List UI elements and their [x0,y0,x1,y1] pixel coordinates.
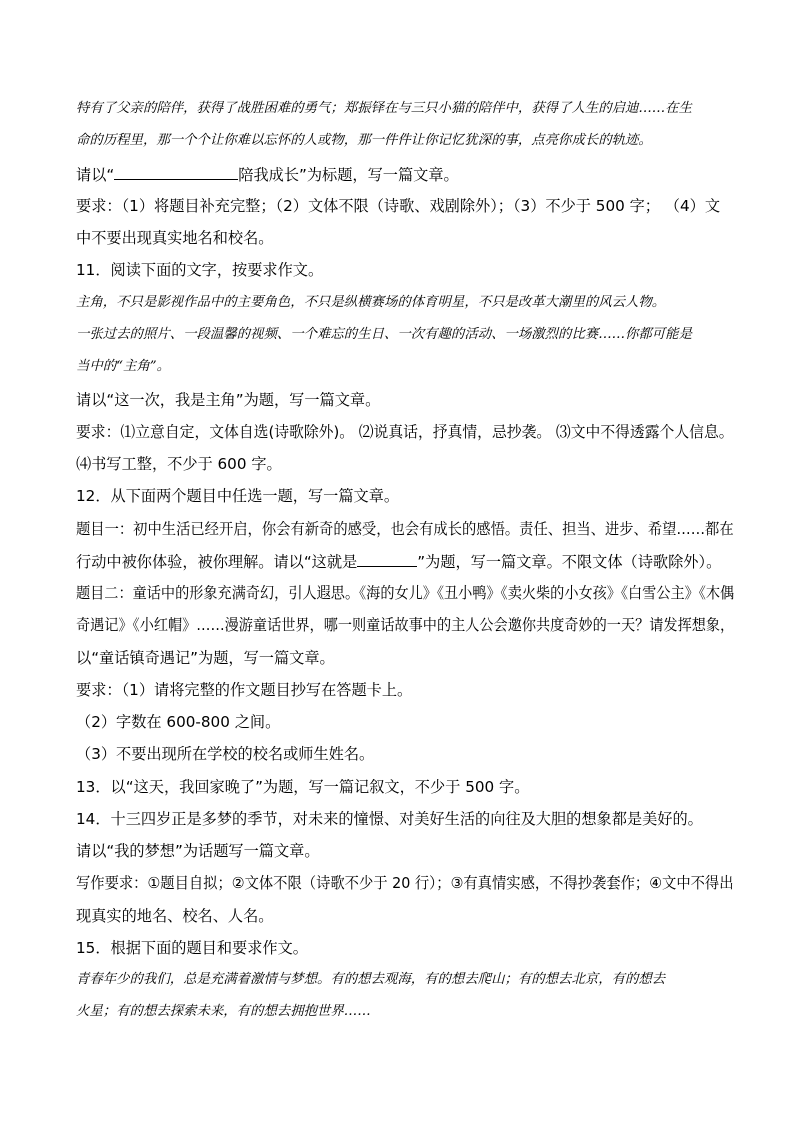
title-blank [357,554,417,567]
passage-line-1: 特有了父亲的陪伴，获得了战胜困难的勇气；郑振铎在与三只小猫的陪伴中，获得了人生的启迪……在生 [76,101,692,116]
title-blank [114,167,238,180]
passage-line: 当中的“主角”。 [76,359,171,374]
option-one-line: 题目一：初中生活已经开启，你会有新奇的感受，也会有成长的感悟。责任、担当、进步、希望……都在 [76,520,734,538]
prompt-line [76,167,459,183]
requirement-line: 要求：⑴立意自定，文体自选(诗歌除外)。 ⑵说真话，抒真情，忌抄袭。 ⑶文中不得透露个人信息。 [76,423,734,441]
prompt-line: 请以“我的梦想”为话题写一篇文章。 [76,842,320,860]
passage-line: 火星；有的想去探索未来，有的想去拥抱世界…… [76,1004,371,1019]
option-one-prefix: 行动中被你体验，被你理解。请以“这就是 [76,553,358,571]
question-14-heading: 14．十三四岁正是多梦的季节，对未来的憧憬、对美好生活的向往及大胆的想象都是美好的。 [76,810,703,828]
prompt-prefix: 请以“ [76,166,115,184]
requirement-line: 要求：（1）请将完整的作文题目抄写在答题卡上。 [76,681,413,699]
requirement-line: ⑷书写工整，不少于 600 字。 [76,455,282,473]
prompt-line: 请以“这一次，我是主角”为题，写一篇文章。 [76,391,381,409]
passage-line-2: 命的历程里，那一个个让你难以忘怀的人或物，那一件件让你记忆犹深的事，点亮你成长的轨迹。 [76,133,652,148]
requirement-line: 中不要出现真实地名和校名。 [76,229,274,247]
option-one-line [76,554,721,570]
requirement-line: 要求：（1）将题目补充完整；（2）文体不限（诗歌、戏剧除外）；（3）不少于 500 字； （4）文 [76,197,721,215]
prompt-suffix: 陪我成长”为标题，写一篇文章。 [238,166,459,184]
option-two-line: 奇遇记》《小红帽》……漫游童话世界，哪一则童话故事中的主人公会邀你共度奇妙的一天？请发挥想象， [76,616,735,634]
passage-line: 主角，不只是影视作品中的主要角色，不只是纵横赛场的体育明星，不只是改革大潮里的风云人物。 [76,295,666,310]
requirement-line: 现真实的地名、校名、人名。 [76,907,274,925]
option-one-suffix: ”为题，写一篇文章。不限文体（诗歌除外）。 [417,553,722,571]
option-two-line: 题目二：童话中的形象充满奇幻，引人遐思。《海的女儿》《丑小鸭》《卖火柴的小女孩》《白雪公主》《木偶 [76,584,735,602]
option-two-line: 以“童话镇奇遇记”为题，写一篇文章。 [76,649,335,667]
question-13-heading: 13．以“这天，我回家晚了”为题，写一篇记叙文，不少于 500 字。 [76,778,530,796]
question-15-heading: 15．根据下面的题目和要求作文。 [76,939,308,957]
requirement-line: （3）不要出现所在学校的校名或师生姓名。 [76,745,375,763]
question-12-heading: 12．从下面两个题目中任选一题，写一篇文章。 [76,487,400,505]
requirement-line: 写作要求：①题目自拟；②文体不限（诗歌不少于 20 行）；③有真情实感，不得抄袭套作；④文中不得出 [76,874,734,892]
passage-line: 一张过去的照片、一段温馨的视频、一个难忘的生日、一次有趣的活动、一场激烈的比赛……你都可能是 [76,327,692,342]
passage-line: 青春年少的我们，总是充满着激情与梦想。有的想去观海，有的想去爬山；有的想去北京，有的想去 [76,972,666,987]
requirement-line: （2）字数在 600-800 之间。 [76,713,281,731]
question-11-heading: 11．阅读下面的文字，按要求作文。 [76,261,324,279]
